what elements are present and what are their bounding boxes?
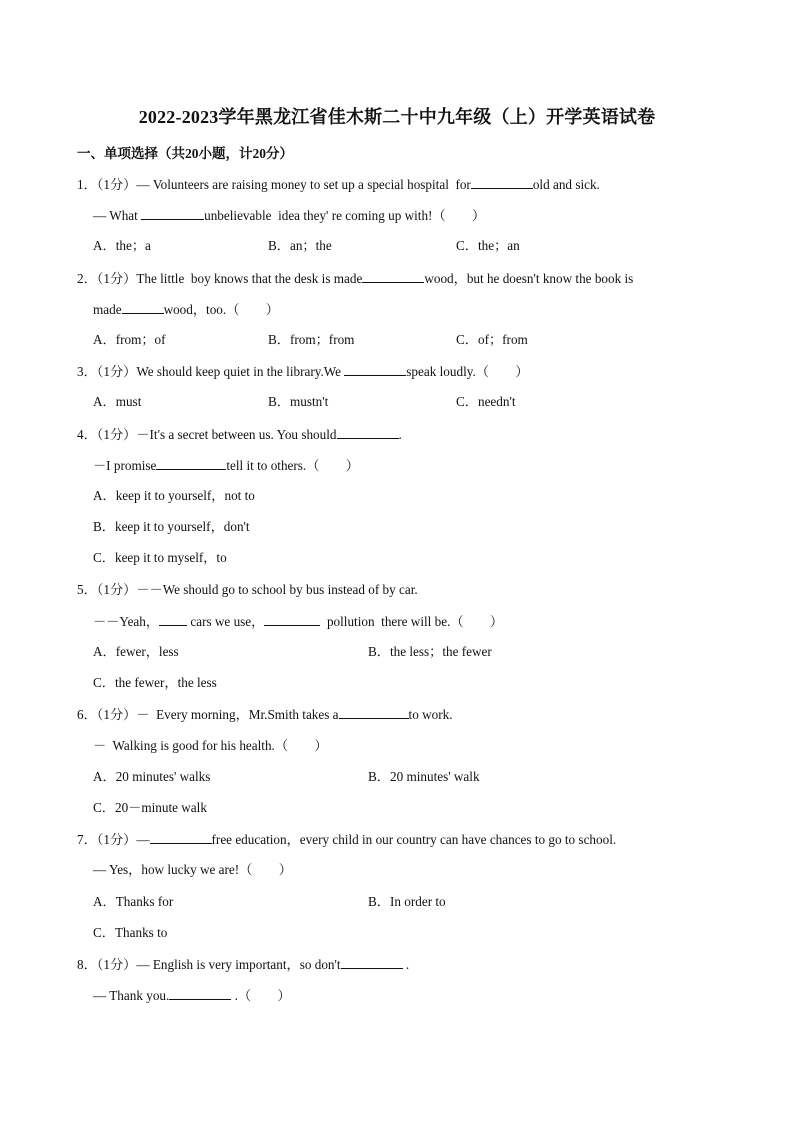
page-title: 2022-2023学年黑龙江省佳木斯二十中九年级（上）开学英语试卷 [138, 107, 656, 127]
option-a: A．from；of [93, 332, 166, 347]
option-a: A．20 minutes' walks [93, 769, 211, 784]
option-c: C．Thanks to [93, 925, 168, 940]
option-a: A．the；a [93, 238, 151, 253]
answer-blank [264, 612, 320, 626]
answer-blank [150, 830, 212, 844]
answer-blank [471, 175, 533, 189]
question-5-reply: －－Yeah， cars we use， pollution there will be.（ ） [93, 614, 504, 629]
option-c: C．keep it to myself，to [93, 550, 227, 565]
question-2-cont: made wood，too.（ ） [93, 302, 279, 317]
option-b: B．20 minutes' walk [368, 769, 480, 784]
question-7-reply: — Yes，how lucky we are!（ ） [93, 862, 292, 877]
answer-blank [344, 362, 406, 376]
option-b: B．an；the [268, 238, 332, 253]
option-c: C．needn't [456, 394, 516, 409]
question-5: 5．（1分）－－We should go to school by bus instead of by car. [77, 582, 418, 597]
option-a: A．keep it to yourself，not to [93, 488, 255, 503]
option-b: B．mustn't [268, 394, 329, 409]
answer-blank [362, 269, 424, 283]
answer-blank [337, 425, 399, 439]
answer-blank [169, 986, 231, 1000]
question-6: 6．（1分）－ Every morning，Mr.Smith takes a to work. [77, 707, 453, 722]
answer-blank [339, 705, 409, 719]
option-c: C．the fewer，the less [93, 675, 217, 690]
option-c: C．20－minute walk [93, 800, 207, 815]
question-2: 2．（1分）The little boy knows that the desk is made wood，but he doesn't know the book is [77, 271, 634, 286]
question-8: 8．（1分）— English is very important，so don't . [77, 957, 410, 972]
option-b: B．from；from [268, 332, 355, 347]
option-b: B．the less；the fewer [368, 644, 492, 659]
question-6-reply: － Walking is good for his health.（ ） [93, 738, 328, 753]
option-a: A．fewer，less [93, 644, 179, 659]
question-7: 7．（1分）— free education，every child in our country can have chances to go to school. [77, 832, 617, 847]
question-3: 3．（1分）We should keep quiet in the library.We speak loudly.（ ） [77, 364, 529, 379]
question-4: 4．（1分）－It's a secret between us. You should . [77, 427, 402, 442]
question-1: 1．（1分）— Volunteers are raising money to set up a special hospital for old and sick. [77, 177, 600, 192]
question-4-reply: －I promise tell it to others.（ ） [93, 458, 359, 473]
option-c: C．of；from [456, 332, 528, 347]
option-b: B．In order to [368, 894, 446, 909]
answer-blank [156, 456, 226, 470]
option-a: A．Thanks for [93, 894, 174, 909]
answer-blank [141, 206, 204, 220]
question-1-reply: — What unbelievable idea they' re coming up with!（ ） [93, 208, 486, 223]
option-a: A．must [93, 394, 142, 409]
question-8-reply: — Thank you. .（ ） [93, 988, 291, 1003]
section-heading: 一、单项选择（共20小题，计20分） [77, 146, 293, 161]
option-b: B．keep it to yourself，don't [93, 519, 250, 534]
answer-blank [341, 955, 403, 969]
answer-blank [122, 300, 164, 314]
option-c: C．the；an [456, 238, 520, 253]
answer-blank [159, 612, 187, 626]
